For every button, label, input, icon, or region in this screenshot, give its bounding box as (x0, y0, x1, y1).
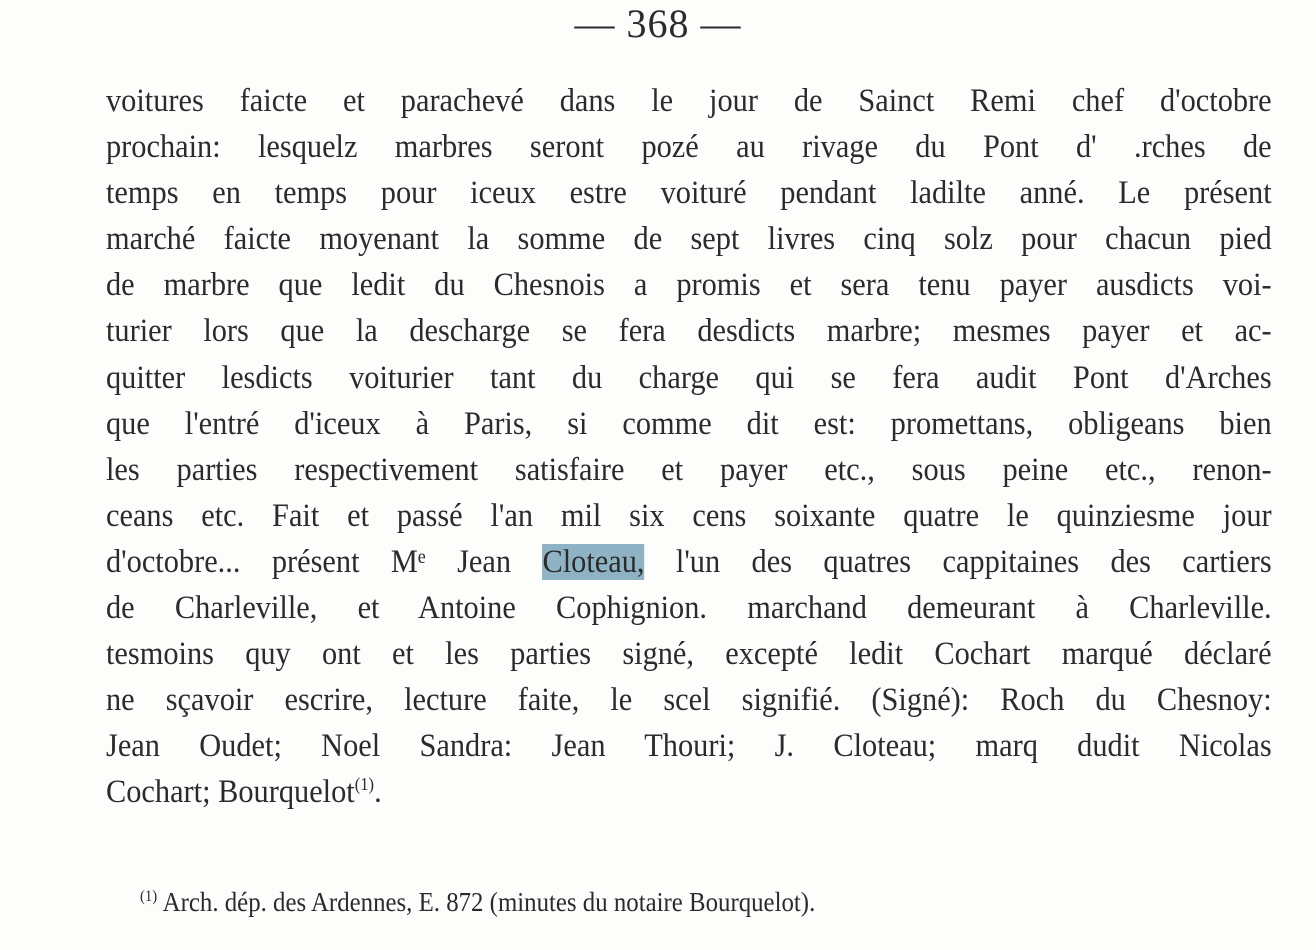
text-line-11-after: l'un des quatres cappitaines des cartiers (644, 543, 1272, 580)
text-line-14: ne sçavoir escrire, lecture faite, le scel signifié. (Signé): Roch du Chesnoy: (106, 682, 1272, 719)
text-line-9: les parties respectivement satisfaire et payer etc., sous peine etc., renon- (106, 451, 1272, 488)
footnote-text: Arch. dép. des Ardennes, E. 872 (minutes du notaire Bourquelot). (162, 887, 816, 917)
text-line-1: voitures faicte et parachevé dans le jour de Sainct Remi chef d'octobre (106, 83, 1272, 119)
text-line-3: temps en temps pour iceux estre voituré pendant ladilte anné. Le présent (106, 175, 1272, 212)
text-line-5: de marbre que ledit du Chesnois a promis et sera tenu payer ausdicts voi- (106, 267, 1272, 304)
text-line-6: turier lors que la descharge se fera desdicts marbre; mesmes payer et ac- (106, 313, 1272, 350)
text-line-15: Jean Oudet; Noel Sandra: Jean Thouri; J. Cloteau; marq dudit Nicolas (106, 728, 1272, 765)
text-line-13: tesmoins quy ont et les parties signé, excepté ledit Cochart marqué déclaré (106, 636, 1272, 673)
footnote-reference[interactable]: (1) (354, 774, 375, 795)
text-line-16-text: Cochart; Bourquelot (106, 774, 355, 811)
highlighted-word[interactable]: Cloteau, (542, 543, 645, 580)
text-line-2: prochain: lesquelz marbres seront pozé au rivage du Pont d' .rches de (106, 129, 1272, 166)
text-line-11-before: d'octobre... présent Mᵉ Jean (106, 543, 543, 580)
page-number: — 368 — (574, 1, 742, 46)
body-text (106, 78, 1272, 816)
text-line-11 (106, 539, 1272, 585)
footnote-mark: (1) (140, 888, 158, 905)
footnote (140, 885, 815, 919)
text-line-16 (106, 769, 1272, 815)
text-line-10: ceans etc. Fait et passé l'an mil six cens soixante quatre le quinziesme jour (106, 497, 1272, 534)
text-line-4: marché faicte moyenant la somme de sept livres cinq solz pour chacun pied (106, 221, 1272, 258)
text-line-8: que l'entré d'iceux à Paris, si comme dit est: promettans, obligeans bien (106, 405, 1272, 442)
text-line-7: quitter lesdicts voiturier tant du charge qui se fera audit Pont d'Arches (106, 359, 1272, 396)
text-line-16-end: . (374, 774, 382, 811)
text-line-12: de Charleville, et Antoine Cophignion. marchand demeurant à Charleville. (106, 590, 1272, 627)
